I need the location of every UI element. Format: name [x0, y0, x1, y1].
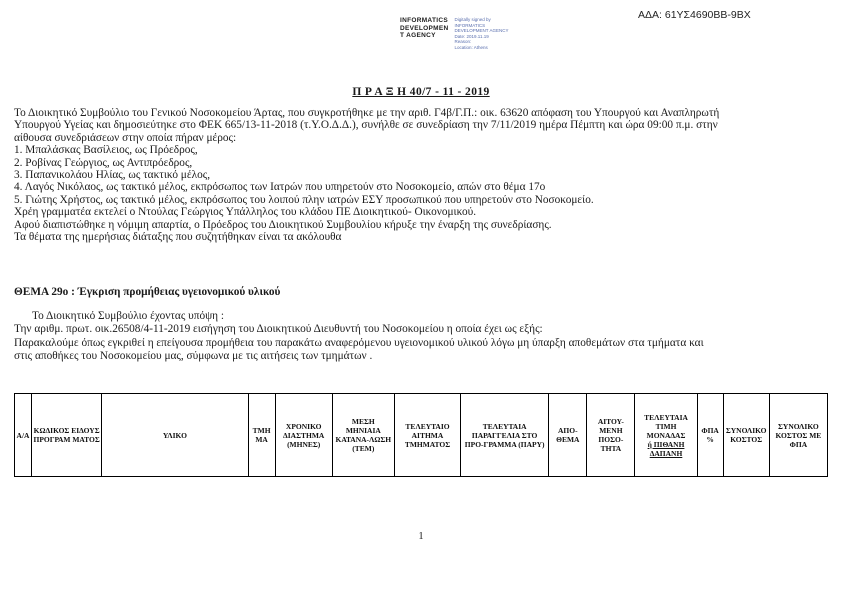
member-list-item: 3. Παπανικολάου Ηλίας, ως τακτικό μέλος, — [14, 169, 211, 182]
stamp-detail-line: DEVELOPMENT AGENCY — [454, 28, 509, 34]
intro-line: Υπουργού Υγείας και δημοσιεύτηκε στο ΦΕΚ 665/13-11-2018 (τ.Υ.Ο.Δ.Δ.), συνήλθε σε συνεδρίαση την 7/11/2019 ημέρα Πέμπτη και ώρα 09:00 π.μ. στην — [14, 119, 718, 132]
table-header-avg-monthly-consumption: ΜΕΣΗ ΜΗΝΙΑΙΑ ΚΑΤΑΝΑ-ΛΩΣΗ (ΤΕΜ) — [332, 394, 394, 477]
table-header-time-period: ΧΡΟΝΙΚΟ ΔΙΑΣΤΗΜΑ (ΜΗΝΕΣ) — [275, 394, 332, 477]
table-header-serial: Α/Α — [15, 394, 32, 477]
table-header-total-cost-vat: ΣΥΝΟΛΙΚΟ ΚΟΣΤΟΣ ΜΕ ΦΠΑ — [769, 394, 827, 477]
ada-code: ΑΔΑ: 61ΥΣ4690ΒΒ-9ΒΧ — [638, 9, 751, 21]
topic-line: στις αποθήκες του Νοσοκομείου μας, σύμφωνα με τις αιτήσεις των τμημάτων . — [14, 350, 373, 363]
member-list-item: 4. Λαγός Νικόλαος, ως τακτικό μέλος, εκπρόσωπος των Ιατρών που υπηρετούν στο Νοσοκομείο, απών στο θέμα 17ο — [14, 181, 546, 194]
page-number: 1 — [418, 531, 424, 542]
stamp-agency-name — [400, 17, 449, 40]
topic-line: Παρακαλούμε όπως εγκριθεί η επείγουσα προμήθεια του παρακάτω αναφερόμενου υγειονομικού υλικού λόγω μη ύπαρξη αποθεμάτων στα τμήματα και — [14, 336, 704, 349]
table-header-row — [15, 394, 828, 477]
stamp-agency-line: DEVELOPMEN — [400, 24, 449, 32]
table-header-department: ΤΜΗ ΜΑ — [248, 394, 275, 477]
table-header-item-code: ΚΩΔΙΚΟΣ ΕΙΔΟΥΣ ΠΡΟΓΡΑΜ ΜΑΤΟΣ — [32, 394, 102, 477]
stamp-detail-line: Reason: — [454, 39, 472, 45]
topic-line: Το Διοικητικό Συμβούλιο έχοντας υπόψη : — [32, 310, 225, 322]
intro-line: αίθουσα συνεδριάσεων στην οποία πήραν μέρος: — [14, 131, 237, 144]
stamp-signature-details — [455, 17, 509, 51]
stamp-detail-line: Date: 2019.11.19 — [454, 33, 489, 39]
table-header-vat: ΦΠΑ % — [697, 394, 723, 477]
member-list-item: 1. Μπαλάσκας Βασίλειος, ως Πρόεδρος, — [14, 144, 198, 157]
stamp-detail-line: Digitally signed by — [454, 17, 491, 22]
intro-line: Χρέη γραμματέα εκτελεί ο Ντούλας Γεώργιος Υπάλληλος του κλάδου ΠΕ Διοικητικού- Οικονομικού. — [14, 206, 477, 219]
table-header-last-request: ΤΕΛΕΥΤΑΙΟ ΑΙΤΗΜΑ ΤΜΗΜΑΤΟΣ — [394, 394, 460, 477]
document-title: Π Ρ Α Ξ Η 40/7 - 11 - 2019 — [352, 86, 490, 98]
intro-line: Το Διοικητικό Συμβούλιο του Γενικού Νοσοκομείου Άρτας, που συγκροτήθηκε με την αριθ. Γ4β/Γ.Π.: οικ. 63620 απόφαση του Υπουργού και Αναπληρωτή — [14, 107, 720, 119]
stamp-agency-line: INFORMATICS — [400, 17, 448, 24]
table-header-total-cost: ΣΥΝΟΛΙΚΟ ΚΟΣΤΟΣ — [723, 394, 769, 477]
intro-paragraph — [14, 107, 828, 243]
member-list-item: 2. Ροβίνας Γεώργιος, ως Αντιπρόεδρος, — [14, 156, 193, 169]
stamp-detail-line: INFORMATICS — [454, 22, 486, 28]
table-header-unit-price: ΤΕΛΕΥΤΑΙΑ ΤΙΜΗ ΜΟΝΑΔΑΣ ή ΠΙΘΑΝΗ ΔΑΠΑΝΗ — [635, 394, 697, 477]
table-header-stock: ΑΠΟ-ΘΕΜΑ — [549, 394, 587, 477]
digital-signature-stamp — [400, 17, 508, 51]
stamp-detail-line: Location: Athens — [454, 44, 488, 50]
topic-paragraph — [14, 310, 828, 364]
topic-heading: ΘΕΜΑ 29ο : Έγκριση προμήθειας υγειονομικού υλικού — [14, 286, 281, 298]
supplies-table — [14, 393, 828, 477]
member-list-item: 5. Γιώτης Χρήστος, ως τακτικό μέλος, εκπρόσωπος του λοιπού πλην ιατρών ΕΣΥ προσωπικού που υπηρετούν στο Νοσοκομείο. — [14, 193, 594, 206]
table-header-material: ΥΛΙΚΟ — [102, 394, 248, 477]
intro-line: Αφού διαπιστώθηκε η νόμιμη απαρτία, ο Πρόεδρος του Διοικητικού Συμβουλίου κήρυξε την έναρξη της συνεδρίασης. — [14, 218, 552, 231]
table-header-last-order: ΤΕΛΕΥΤΑΙΑ ΠΑΡΑΓΓΕΛΙΑ ΣΤΟ ΠΡΟ-ΓΡΑΜΜΑ (ΠΑΡΥ) — [461, 394, 549, 477]
stamp-agency-line: T AGENCY — [400, 32, 436, 39]
table-header-requested-quantity: ΑΙΤΟΥ-ΜΕΝΗ ΠΟΣΟ-ΤΗΤΑ — [587, 394, 635, 477]
topic-line: Την αριθμ. πρωτ. οικ.26508/4-11-2019 εισήγηση του Διοικητικού Διευθυντή του Νοσοκομείου η οποία έχει ως εξής: — [14, 323, 543, 336]
intro-line: Τα θέματα της ημερήσιας διάταξης που συζητήθηκαν είναι τα ακόλουθα — [14, 231, 342, 244]
